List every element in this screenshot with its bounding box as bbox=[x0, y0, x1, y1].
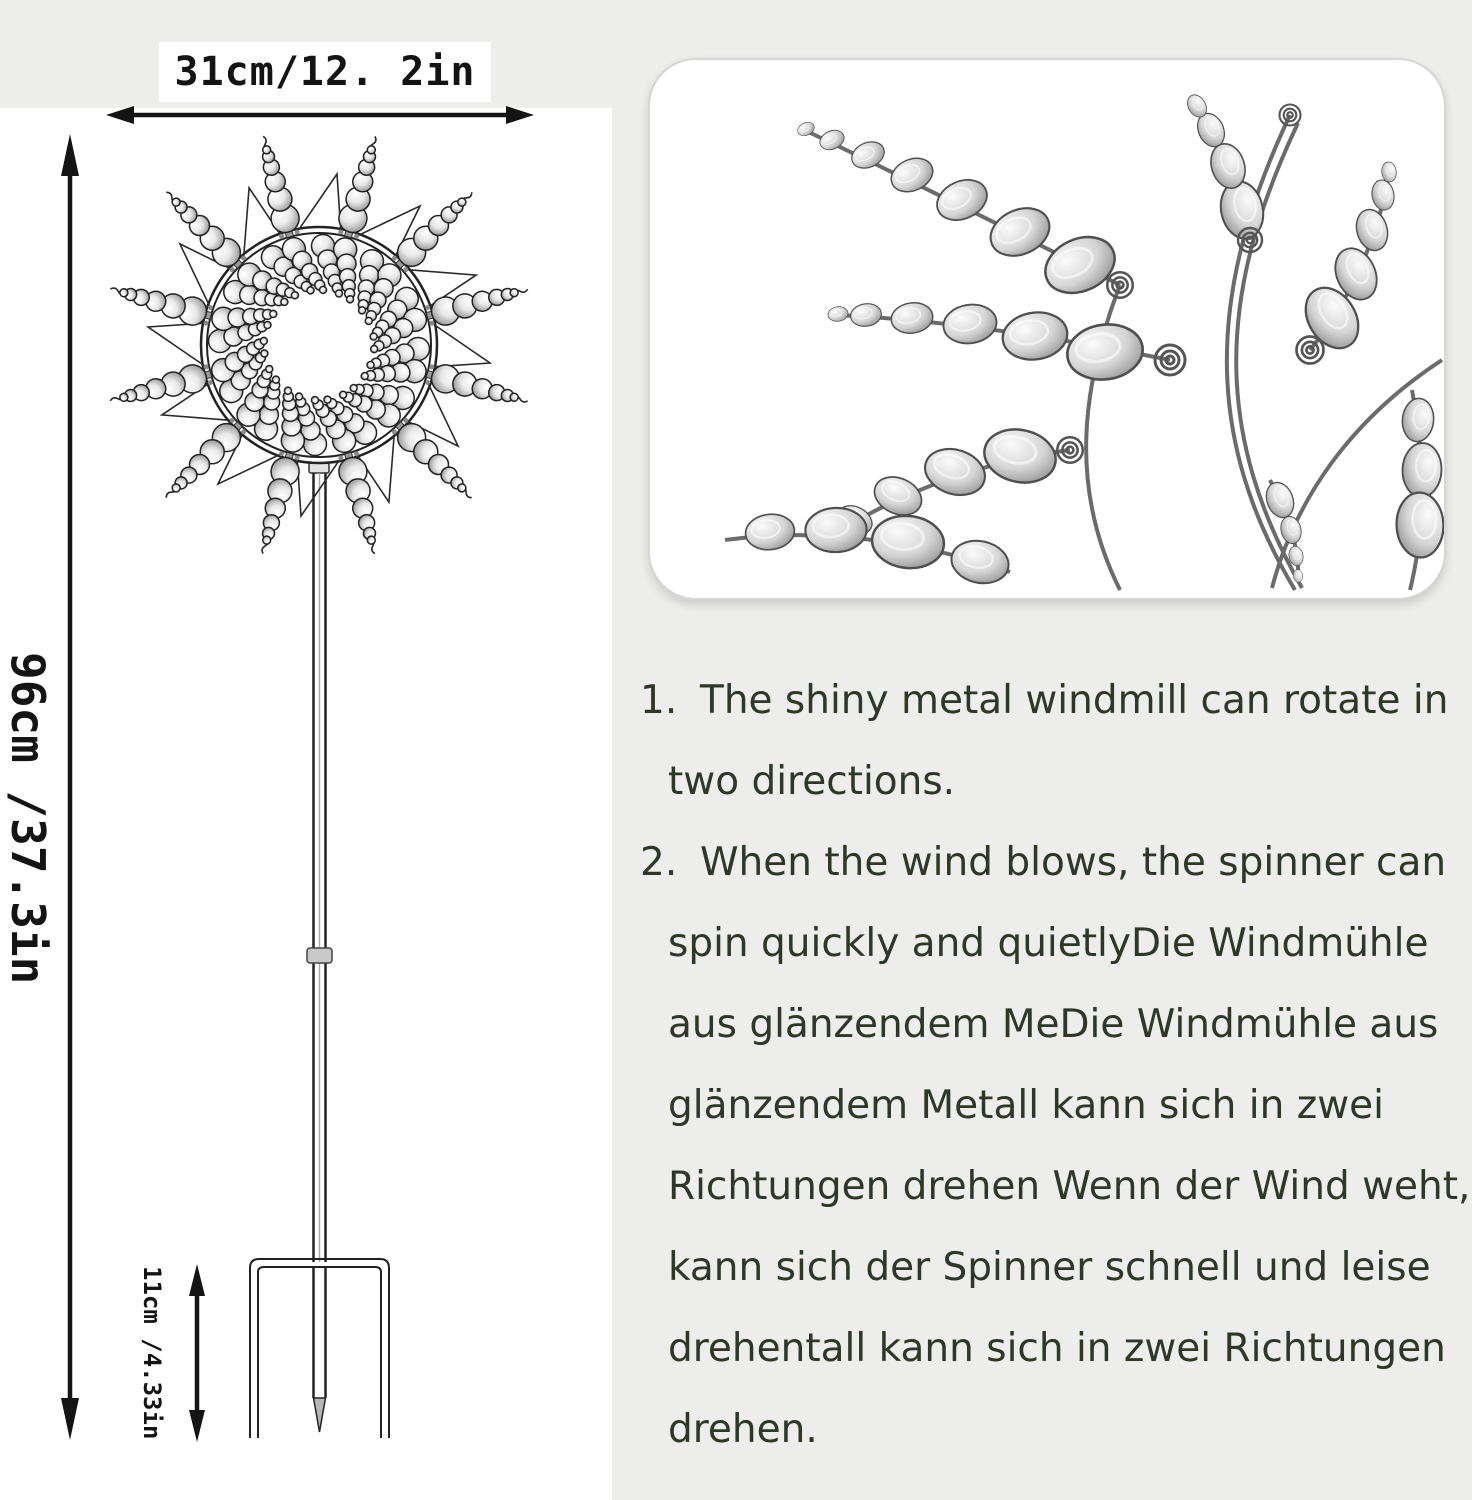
dimension-diagram bbox=[0, 0, 612, 1500]
description-list bbox=[640, 660, 1472, 1470]
ground-stake-fork bbox=[250, 1259, 389, 1438]
height-dimension-label: 96cm /37.3in bbox=[1, 652, 55, 985]
height-dimension-arrow bbox=[61, 134, 79, 1440]
stake-dimension-label: 11cm /4.33in bbox=[138, 1266, 166, 1440]
item-number: 2. bbox=[640, 840, 678, 885]
desc-line: drehentall kann sich in zwei Richtungen bbox=[668, 1326, 1446, 1371]
width-dimension-arrow bbox=[106, 106, 534, 124]
stake-dimension-arrow bbox=[189, 1264, 205, 1442]
desc-line: drehen. bbox=[668, 1407, 818, 1452]
desc-line: aus glänzendem MeDie Windmühle aus bbox=[668, 1002, 1439, 1047]
desc-line: Richtungen drehen Wenn der Wind weht, bbox=[668, 1164, 1471, 1209]
desc-line: two directions. bbox=[668, 759, 956, 804]
list-item bbox=[640, 822, 1472, 1470]
desc-line: glänzendem Metall kann sich in zwei bbox=[668, 1083, 1384, 1128]
desc-line bbox=[640, 660, 1472, 741]
item-number: 1. bbox=[640, 678, 678, 723]
item-text-line: The shiny metal windmill can rotate in bbox=[700, 678, 1449, 723]
pole-connector-collar bbox=[307, 948, 332, 963]
desc-line bbox=[640, 822, 1472, 903]
width-dimension-label-box bbox=[159, 42, 491, 102]
item-text-line: When the wind blows, the spinner can bbox=[700, 840, 1447, 885]
list-item bbox=[640, 660, 1472, 822]
desc-line: kann sich der Spinner schnell und leise bbox=[668, 1245, 1431, 1290]
windmill-closeup-photo bbox=[650, 60, 1444, 598]
windmill-pole bbox=[307, 463, 332, 1262]
desc-line: spin quickly and quietlyDie Windmühle bbox=[668, 921, 1429, 966]
width-dimension-label: 31cm/12. 2in bbox=[174, 49, 476, 95]
product-photo-card bbox=[648, 58, 1446, 600]
